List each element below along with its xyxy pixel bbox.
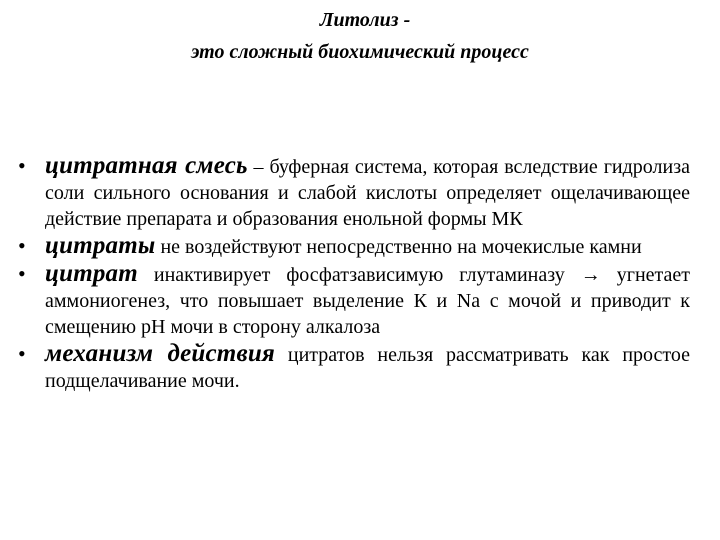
bullet-term: цитрат (45, 260, 138, 287)
bullet-term: цитратная смесь (45, 152, 248, 179)
bullet-marker: • (18, 261, 26, 286)
bullet-text: не воздействуют непосредственно на мочекислые камни (155, 236, 642, 258)
bullet-text: цитратов нельзя рассматривать как простое подщелачивание мочи. (45, 344, 691, 392)
bullet-marker: • (18, 341, 26, 366)
bullet-marker: • (18, 153, 26, 178)
bullet-term: цитраты (45, 232, 156, 259)
bullet-marker: • (18, 233, 26, 258)
bullet-list (18, 153, 690, 394)
bullet-item-mechanism (18, 341, 690, 394)
title-line-2: это сложный биохимический процесс (191, 41, 529, 63)
slide-title (0, 4, 720, 68)
bullet-text: – буферная система, которая вследствие гидролиза соли сильного основания и слабой кислоты определяет ощелачивающее действие препарата и образования енольной формы МК (45, 156, 691, 230)
bullet-item-citrate (18, 261, 690, 340)
bullet-text: инактивирует фосфатзависимую глутаминазу → угнетает аммониогенез, что повышает выделение К и Na с мочой и приводит к смещению рН мочи в сторону алкалоза (45, 264, 690, 338)
title-line-1: Литолиз - (319, 9, 411, 31)
bullet-item-citrate-mixture (18, 153, 690, 232)
bullet-term: механизм действия (45, 340, 276, 367)
bullet-item-citrates (18, 233, 690, 260)
